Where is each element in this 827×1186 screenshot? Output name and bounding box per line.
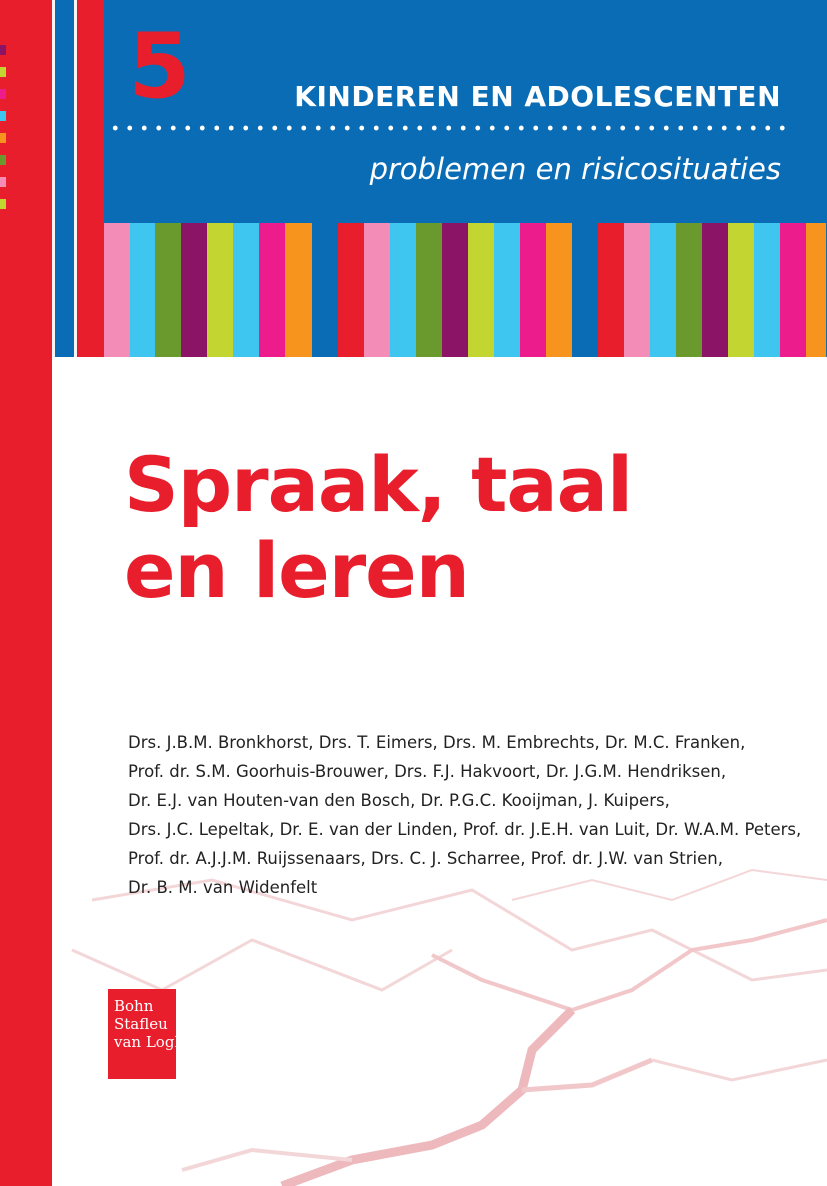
color-stripes (104, 223, 827, 357)
author-line: Drs. J.C. Lepeltak, Dr. E. van der Linden, Prof. dr. J.E.H. van Luit, Dr. W.A.M. Peters, (128, 820, 802, 839)
spine-red-bar (0, 0, 52, 1186)
spine-color-ticks (0, 45, 6, 225)
author-list (128, 728, 801, 902)
author-line: Dr. E.J. van Houten-van den Bosch, Dr. P.G.C. Kooijman, J. Kuipers, (128, 791, 670, 810)
author-line: Prof. dr. S.M. Goorhuis-Brouwer, Drs. F.J. Hakvoort, Dr. J.G.M. Hendriksen, (128, 762, 727, 781)
dotted-divider (108, 123, 788, 133)
publisher-line: Stafleu (114, 1015, 168, 1033)
book-title-line-2: en leren (124, 526, 469, 615)
series-subtitle: problemen en risicosituaties (369, 152, 781, 186)
series-title: KINDEREN EN ADOLESCENTEN (294, 80, 781, 113)
spine-red-stripe (78, 0, 104, 357)
book-title-line-1: Spraak, taal (124, 440, 633, 529)
publisher-logo (108, 989, 208, 1079)
spine-divider (74, 0, 77, 357)
publisher-line: Bohn (114, 997, 154, 1015)
author-line: Prof. dr. A.J.J.M. Ruijssenaars, Drs. C. J. Scharree, Prof. dr. J.W. van Strien, (128, 849, 723, 868)
book-title (124, 442, 632, 614)
publisher-line: van Loghum (114, 1033, 208, 1051)
author-line: Drs. J.B.M. Bronkhorst, Drs. T. Eimers, Drs. M. Embrechts, Dr. M.C. Franken, (128, 733, 746, 752)
author-line: Dr. B. M. van Widenfelt (128, 878, 318, 897)
series-volume-number: 5 (128, 14, 189, 119)
spine-divider (52, 0, 55, 357)
